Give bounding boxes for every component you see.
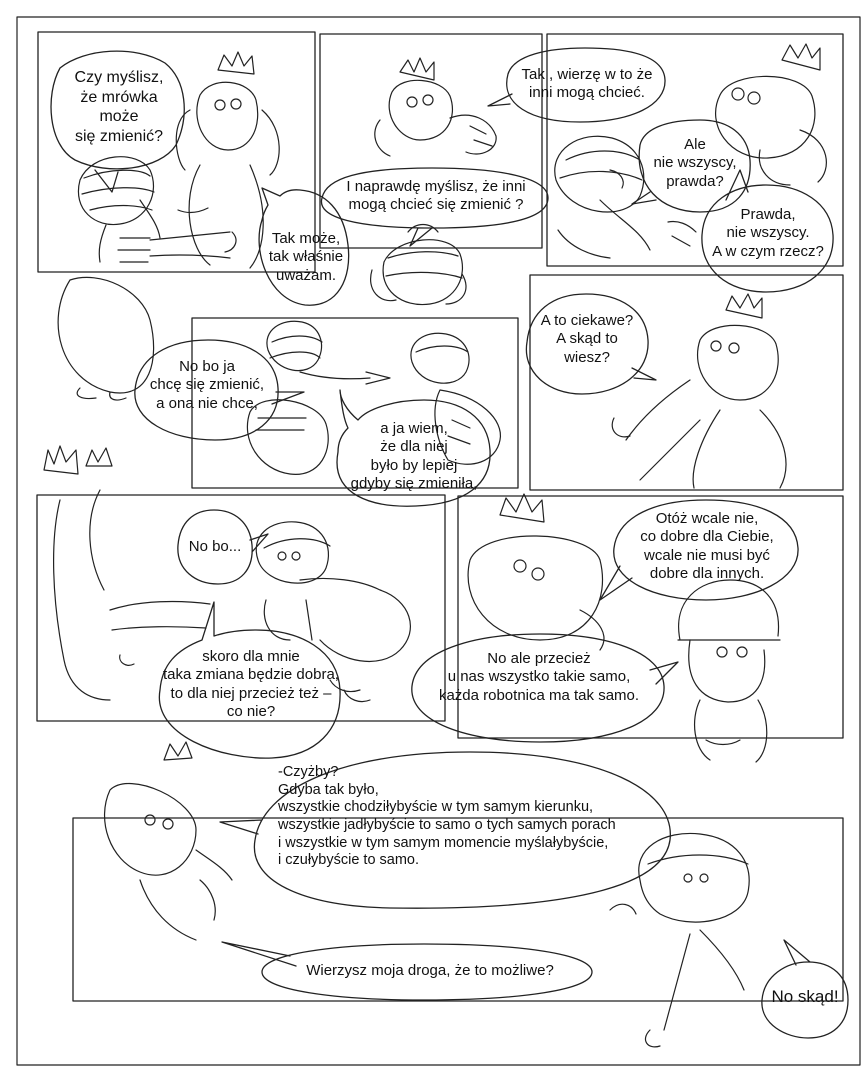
ant-sketch-panel-2 (371, 225, 466, 305)
speech-text-12: Otóż wcale nie, co dobre dla Ciebie, wcale nie musi być dobre dla innych. (640, 510, 774, 582)
queen-sketch-panel-8 (105, 742, 232, 940)
speech-text-4: I naprawdę myślisz, że inni mogą chcieć się zmienić ? (346, 178, 526, 214)
ant-sketch-panel-7 (678, 580, 780, 762)
queen-sketch-panel-2 (375, 58, 496, 156)
speech-text-16: No skąd! (771, 987, 839, 1006)
speech-text-3: Tak , wierzę w to że inni mogą chcieć. (521, 66, 653, 102)
speech-text-15: Wierzysz moja droga, że to możliwe? (306, 962, 554, 979)
speech-text-2: Tak może, tak właśnie uważam. (268, 230, 344, 284)
speech-text-13: No ale przecież u nas wszystko takie samo, każda robotnica ma tak samo. (438, 650, 640, 704)
speech-text-14: -Czyżby? Gdyba tak było, wszystkie chodziłybyście w tym samym kierunku, wszystkie jadłybyście to samo o tych samych porach i wszystkie w tym samym momencie myślałybyście, i czułybyście to samo. (278, 764, 616, 869)
speech-text-8: a ja wiem, że dla niej było by lepiej gdyby się zmieniła, (350, 420, 478, 492)
speech-text-9: A to ciekawe? A skąd to wiesz? (540, 312, 634, 366)
speech-text-11: skoro dla mnie taka zmiana będzie dobra, to dla niej przecież też – co nie? (163, 648, 339, 720)
queen-sketch-panel-7 (468, 494, 604, 650)
speech-text-1: Czy myślisz, że mrówka może się zmienić? (74, 69, 164, 145)
speech-text-7: No bo ja chcę się zmienić, a ona nie chce, (149, 358, 265, 412)
speech-text-10: No bo... (188, 538, 242, 555)
speech-text-5: Ale nie wszyscy, prawda? (653, 136, 737, 190)
speech-text-6: Prawda, nie wszyscy. A w czym rzecz? (712, 206, 824, 260)
